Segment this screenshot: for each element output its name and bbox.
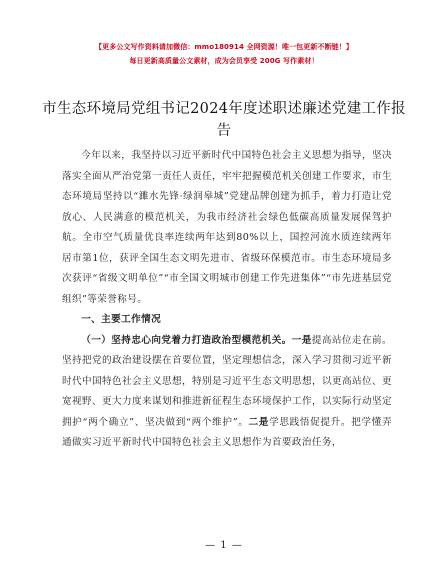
point-text-1: 提高站位走在前。坚持把党的政治建设摆在首要位置，坚定理想信念，深入学习贯彻习近平新时代中国特色社会主义思想，特别是习近平生态文明思想，以更高站位、更宽视野、更大力度来谋划和推进新征程生态环境保护工作，以实际行动坚定拥护“两个确立”、坚决做到“两个维护”。	[62, 334, 392, 428]
document-title: 市生态环境局党组书记2024年度述职述廉述党建工作报告	[42, 101, 406, 139]
intro-paragraph: 今年以来，我坚持以习近平新时代中国特色社会主义思想为指导，坚决落实全面从严治党第一责任人责任，牢牢把握模范机关创建工作要求，市生态环境局坚持以“濉水先锋·绿润皋城”党建品牌创建为抓手，着力打造让党放心、人民满意的模范机关，为我市经济社会绿色低碳高质量发展保驾护航。全市空气质量优良率连续两年达到80%以上，国控河流水质连续两年居市第1位，获评全国生态文明先进市、省级环保模范市。市生态环境局多次获评“省级文明单位”“市全国文明城市创建工作先进集体”“市先进基层党组织”等荣誉称号。	[62, 150, 392, 305]
promo-banner-line2: 每日更新高质量公文素材，成为会员享受 200G 写作素材！	[129, 57, 319, 65]
point-lead-1: 一是	[291, 334, 312, 346]
point-lead-2: 二是	[248, 416, 270, 428]
document-body	[62, 146, 392, 454]
point-text-2: 学思践悟促提升。把学懂弄通做实习近平新时代中国特色社会主义思想作为首要政治任务，	[62, 416, 392, 448]
section-heading: 一、主要工作情况	[81, 314, 162, 325]
subsection-heading: （一）坚持忠心向党着力打造政治型模范机关。	[81, 334, 292, 346]
page-number: — 1 —	[205, 540, 243, 551]
promo-banner-line1: 【更多公文写作资料请加微信：mmo180914 全网资源！唯一包更新不断链！】	[95, 43, 353, 51]
subsection-paragraph	[62, 331, 392, 454]
